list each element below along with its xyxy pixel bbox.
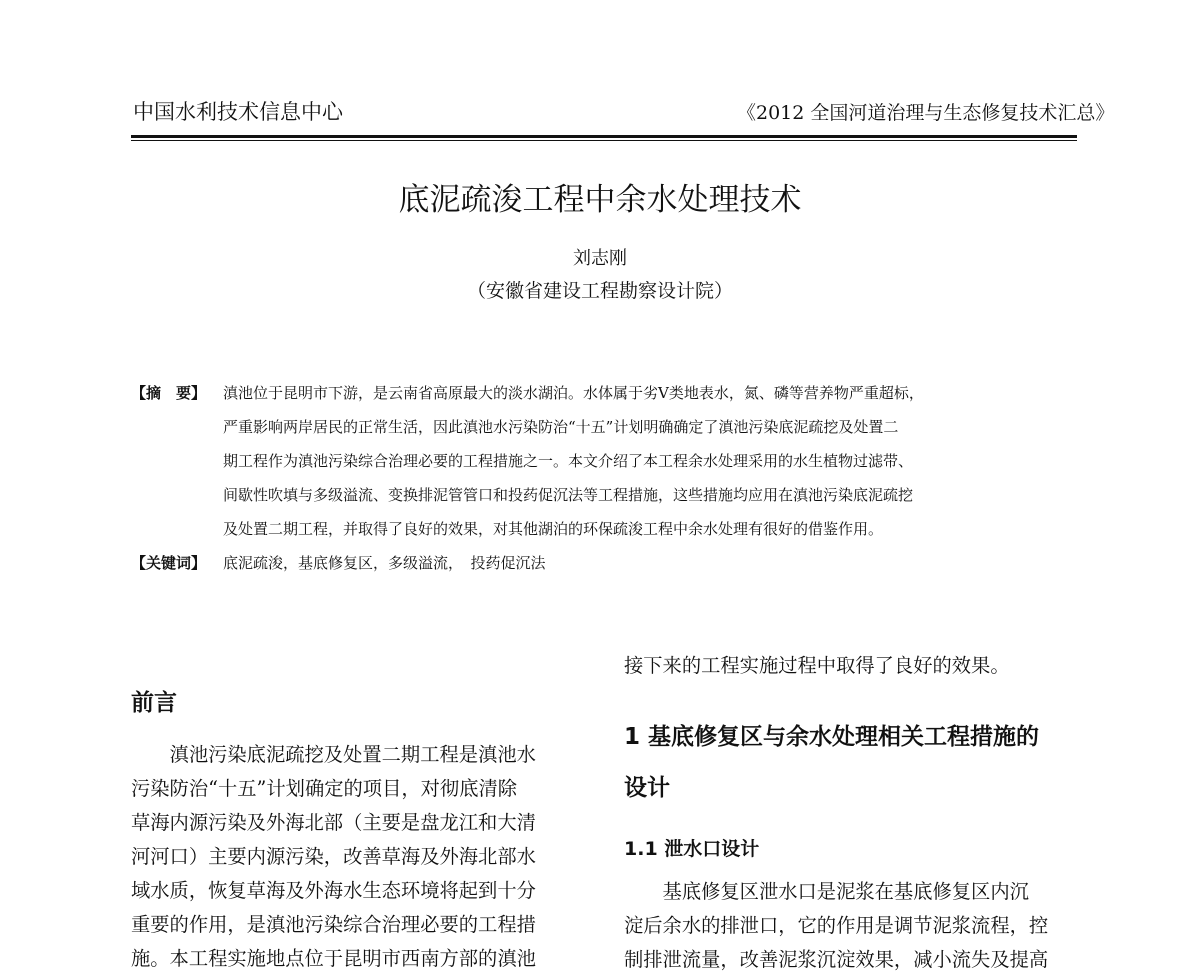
- header-rule-thin: [131, 140, 1077, 141]
- body-line: 接下来的工程实施过程中取得了良好的效果。: [624, 654, 1010, 677]
- body-line: 淀后余水的排泄口，它的作用是调节泥浆流程，控: [624, 914, 1049, 937]
- header-collection: 《2012 全国河道治理与生态修复技术汇总》: [737, 102, 1115, 124]
- keywords-text: 底泥疏浚，基底修复区，多级溢流， 投药促沉法: [223, 554, 546, 572]
- keywords-label: 【关键词】: [131, 554, 207, 572]
- paper-title: 底泥疏浚工程中余水处理技术: [398, 182, 802, 218]
- body-line: 制排泄流量，改善泥浆沉淀效果，减小流失及提高: [624, 948, 1049, 971]
- paper-author: 刘志刚: [573, 248, 627, 269]
- body-line: 草海内源污染及外海北部（主要是盘龙江和大清: [131, 811, 536, 834]
- header-rule-thick: [131, 135, 1077, 138]
- body-line: 重要的作用，是滇池污染综合治理必要的工程措: [131, 913, 536, 936]
- section-heading-1-cont: 设计: [624, 775, 670, 801]
- body-line: 施。本工程实施地点位于昆明市西南方部的滇池: [131, 947, 536, 970]
- header-source: 中国水利技术信息中心: [133, 100, 343, 124]
- paper-affiliation: （安徽省建设工程勘察设计院）: [466, 280, 733, 302]
- body-line: 河河口）主要内源污染，改善草海及外海北部水: [131, 845, 536, 868]
- abstract-line: 及处置二期工程，并取得了良好的效果，对其他湖泊的环保疏浚工程中余水处理有很好的借鉴作用。: [223, 520, 884, 538]
- body-line: 域水质，恢复草海及外海水生态环境将起到十分: [131, 879, 536, 902]
- section-heading-preface: 前言: [131, 690, 177, 716]
- abstract-line: 滇池位于昆明市下游，是云南省高原最大的淡水湖泊。水体属于劣Ⅴ类地表水，氮、磷等营养物严重超标，: [223, 384, 924, 402]
- body-line: 滇池污染底泥疏挖及处置二期工程是滇池水: [131, 743, 536, 766]
- abstract-line: 期工程作为滇池污染综合治理必要的工程措施之一。本文介绍了本工程余水处理采用的水生植物过滤带、: [223, 452, 914, 470]
- subsection-heading-1-1: 1.1 泄水口设计: [624, 838, 760, 860]
- abstract-line: 间歇性吹填与多级溢流、变换排泥管管口和投药促沉法等工程措施，这些措施均应用在滇池污染底泥疏挖: [223, 486, 914, 504]
- abstract-label: 【摘 要】: [131, 384, 207, 402]
- abstract-line: 严重影响两岸居民的正常生活，因此滇池水污染防治“十五”计划明确确定了滇池污染底泥疏挖及处置二: [223, 418, 899, 436]
- section-heading-1: 1 基底修复区与余水处理相关工程措施的: [624, 724, 1040, 750]
- body-line: 基底修复区泄水口是泥浆在基底修复区内沉: [624, 880, 1029, 903]
- body-line: 污染防治“十五”计划确定的项目，对彻底清除: [131, 777, 518, 800]
